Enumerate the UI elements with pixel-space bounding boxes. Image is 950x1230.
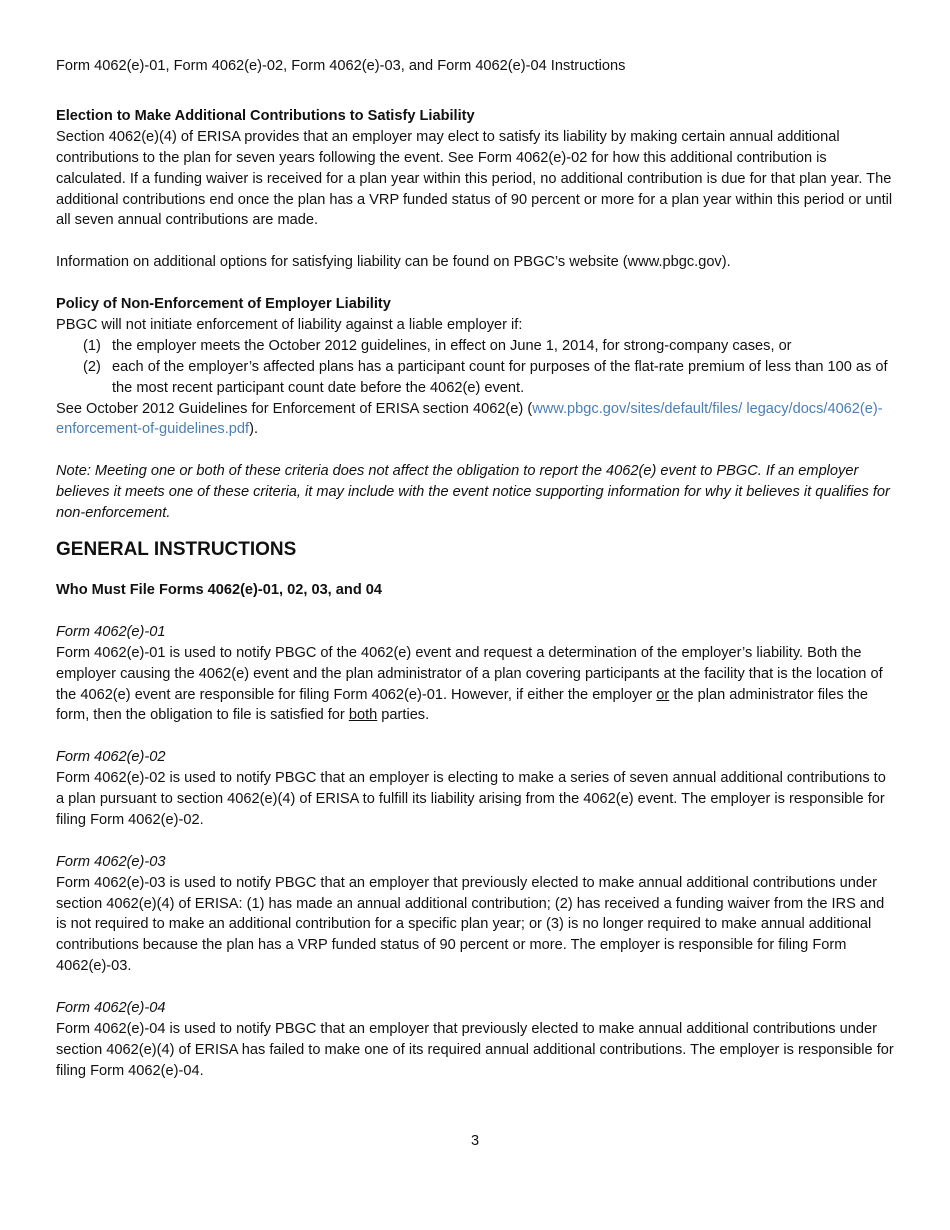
non-enforcement-note: Note: Meeting one or both of these criteria does not affect the obligation to report the 4062(e) event to PBGC. If an employer believes it meets one of these criteria, it may include with the event notice supporting information for why it believes it qualifies for non-enforcement. <box>56 463 890 522</box>
form-01-body <box>56 643 896 727</box>
election-body: Section 4062(e)(4) of ERISA provides that an employer may elect to satisfy its liability by making certain annual additional contributions to the plan for seven years following the event. See Form 4062(e)-02 for how this additional contribution is calculated. If a funding waiver is received for a plan year within this period, no additional contribution is due for that plan year. The additional contributions end once the plan has a VRP funded status of 90 percent or more for a plan year within this period or until all seven annual contributions are made. <box>56 128 893 229</box>
guidelines-link[interactable]: www.pbgc.gov/sites/default/files/ legacy/docs/4062(e)-enforcement-of-guidelines.pdf <box>56 400 883 438</box>
list-item <box>56 357 896 399</box>
see-suffix: ). <box>249 421 258 438</box>
form-01-title: Form 4062(e)-01 <box>56 623 166 640</box>
form-01-text-c: parties. <box>377 707 430 724</box>
form-03-body: Form 4062(e)-03 is used to notify PBGC that an employer that previously elected to make annual additional contributions under section 4062(e)(4) of ERISA: (1) has made an annual additional contribution; (2) has received a funding waiver from the IRS and is not required to make an additional contribution for a specific plan year; or (3) is no longer required to make annual additional contributions because the plan has a VRP funded status of 90 percent or more. The employer is responsible for filing Form 4062(e)-03. <box>56 874 885 975</box>
list-text: the employer meets the October 2012 guidelines, in effect on June 1, 2014, for strong-company cases, or <box>112 337 792 354</box>
list-text: each of the employer’s affected plans has a participant count for purposes of the flat-rate premium of less than 100 as of the most recent participant count date before the 4062(e) event. <box>112 358 888 396</box>
list-number: (1) <box>83 337 101 354</box>
list-item <box>56 336 896 357</box>
form-01-text-b: the plan administrator files the form, then the obligation to file is satisfied for <box>56 686 869 724</box>
form-01-text-a: Form 4062(e)-01 is used to notify PBGC of the 4062(e) event and request a determination of the employer’s liability. Both the employer causing the 4062(e) event and the plan administrator of a plan covering participants at the facility that is the location of the 4062(e) event are responsible for filing Form 4062(e)-01. However, if either the employer <box>56 644 883 703</box>
form-04-title: Form 4062(e)-04 <box>56 1000 166 1017</box>
form-02-body: Form 4062(e)-02 is used to notify PBGC that an employer is electing to make a series of seven annual additional contributions to a plan pursuant to section 4062(e)(4) of ERISA to fulfill its liability arising from the 4062(e) event. The employer is responsible for filing Form 4062(e)-02. <box>56 770 886 828</box>
list-number: (2) <box>83 358 101 375</box>
running-head: Form 4062(e)-01, Form 4062(e)-02, Form 4062(e)-03, and Form 4062(e)-04 Instructions <box>56 58 626 74</box>
info-options: Information on additional options for satisfying liability can be found on PBGC’s website (www.pbgc.gov). <box>56 254 731 271</box>
emphasis-both: both <box>348 707 378 724</box>
who-must-file-heading: Who Must File Forms 4062(e)-01, 02, 03, and 04 <box>56 581 383 598</box>
general-instructions-heading: GENERAL INSTRUCTIONS <box>56 538 297 560</box>
document-page <box>56 56 896 1082</box>
form-03-title: Form 4062(e)-03 <box>56 853 166 870</box>
see-prefix: See October 2012 Guidelines for Enforcement of ERISA section 4062(e) ( <box>56 400 533 417</box>
page-number: 3 <box>470 1133 480 1149</box>
election-heading: Election to Make Additional Contributions to Satisfy Liability <box>56 107 475 124</box>
policy-heading: Policy of Non-Enforcement of Employer Liability <box>56 296 391 313</box>
emphasis-or: or <box>656 686 670 703</box>
form-02-title: Form 4062(e)-02 <box>56 749 166 766</box>
guidelines-reference <box>56 399 896 441</box>
policy-intro: PBGC will not initiate enforcement of liability against a liable employer if: <box>56 316 523 333</box>
form-04-body: Form 4062(e)-04 is used to notify PBGC that an employer that previously elected to make annual additional contributions under section 4062(e)(4) of ERISA has failed to make one of its required annual additional contributions. The employer is responsible for filing Form 4062(e)-04. <box>56 1020 894 1079</box>
criteria-list <box>56 336 896 399</box>
